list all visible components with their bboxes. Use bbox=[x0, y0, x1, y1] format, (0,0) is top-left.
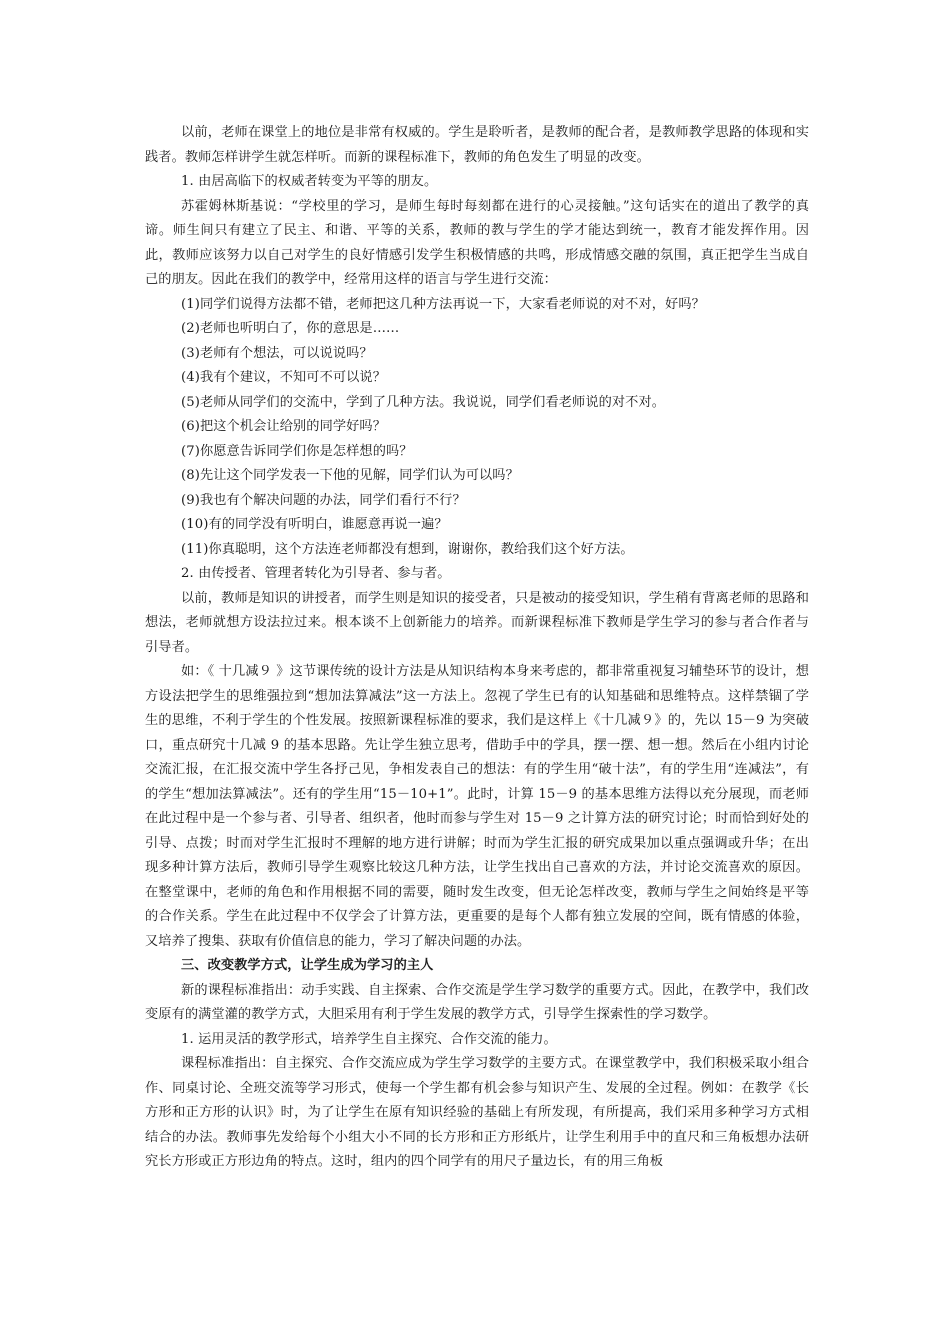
list-item: (9)我也有个解决问题的办法，同学们看行不行？ bbox=[181, 492, 466, 508]
list-item: (4)我有个建议，不知可不可以说？ bbox=[181, 370, 387, 385]
paragraph-rectangle-example: 课程标准指出：自主探究、合作交流应成为学生学习数学的主要方式。在课堂教学中，我们积极采取小组合作、同桌讨论、全班交流等学习形式，使每一个学生都有机会参与知识产生、发展的全过程。例如：在教学《长方形和正方形的认识》时，为了让学生在原有知识经验的基础上有所发现，有所提高，我们采用多种学习方式相结合的办法。教师事先发给每个小组大小不同的长方形和正方形纸片，让学生利用手中的直尺和三角板想办法研究长方形或正方形边角的特点。这时，组内的四个同学有的用尺子量边长，有的用三角板 bbox=[145, 1056, 809, 1169]
paragraph-suhomlinsky-quote: 苏霍姆林斯基说：“学校里的学习，是师生每时每刻都在进行的心灵接触。”这句话实在的道出了教学的真谛。师生间只有建立了民主、和谐、平等的关系，教师的教与学生的学才能达到统一，教育才能发挥作用。因此，教师应该努力以自己对学生的良好情感引发学生积极情感的共鸣，形成情感交融的氛围，真正把学生当成自己的朋友。因此在我们的教学中，经常用这样的语言与学生进行交流： bbox=[145, 198, 809, 287]
list-item: (8)先让这个同学发表一下他的见解，同学们认为可以吗？ bbox=[181, 468, 519, 483]
list-item: (1)同学们说得方法都不错，老师把这几种方法再说一下，大家看老师说的对不对，好吗？ bbox=[181, 296, 705, 312]
list-item: (6)把这个机会让给别的同学好吗？ bbox=[181, 419, 387, 434]
list-item: (10)有的同学没有听明白，谁愿意再说一遍？ bbox=[181, 517, 448, 532]
list-item: (11)你真聪明，这个方法连老师都没有想到，谢谢你，教给我们这个好方法。 bbox=[181, 541, 634, 557]
subheading-equal-friend: 1. 由居高临下的权威者转变为平等的朋友。 bbox=[181, 174, 438, 189]
document-body bbox=[145, 121, 809, 1175]
section-heading: 三、改变教学方式，让学生成为学习的主人 bbox=[181, 958, 434, 973]
list-item: (3)老师有个想法，可以说说吗？ bbox=[181, 345, 373, 361]
paragraph-new-standard: 新的课程标准指出：动手实践、自主探索、合作交流是学生学习数学的重要方式。因此，在教学中，我们改变原有的满堂灌的教学方式，大胆采用有利于学生发展的教学方式，引导学生探索性的学习数学。 bbox=[145, 982, 809, 1022]
subheading-guide-participant: 2. 由传授者、管理者转化为引导者、参与者。 bbox=[181, 566, 451, 581]
paragraph-intro: 以前，老师在课堂上的地位是非常有权威的。学生是聆听者，是教师的配合者，是教师教学思路的体现和实践者。教师怎样讲学生就怎样听。而新的课程标准下，教师的角色发生了明显的改变。 bbox=[145, 125, 809, 165]
list-item: (2)老师也听明白了，你的意思是…… bbox=[181, 321, 400, 336]
list-item: (7)你愿意告诉同学们你是怎样想的吗？ bbox=[181, 443, 413, 459]
list-item: (5)老师从同学们的交流中，学到了几种方法。我说说，同学们看老师说的对不对。 bbox=[181, 394, 666, 410]
paragraph-teacher-role: 以前，教师是知识的讲授者，而学生则是知识的接受者，只是被动的接受知识，学生稍有背离老师的思路和想法，老师就想方设法拉过来。根本谈不上创新能力的培养。而新课程标准下教师是学生学习的参与者合作者与引导者。 bbox=[145, 590, 809, 655]
subheading-flexible-forms: 1. 运用灵活的教学形式，培养学生自主探究、合作交流的能力。 bbox=[181, 1031, 557, 1047]
paragraph-lesson-example: 如：《 十几减９ 》这节课传统的设计方法是从知识结构本身来考虑的，都非常重视复习辅垫环节的设计，想方设法把学生的思维强拉到“想加法算减法”这一方法上。忽视了学生已有的认知基础和思维特点。这样禁锢了学生的思维，不利于学生的个性发展。按照新课程标准的要求，我们是这样上《十几减９》的，先以 15－9 为突破口，重点研究十几减 9 的基本思路。先让学生独立思考，借助手中的学具，摆一摆、想一想。然后在小组内讨论交流汇报，在汇报交流中学生各抒己见，争相发表自己的想法：有的学生用“破十法”，有的学生用“连减法”，有的学生“想加法算减法”。还有的学生用“15－10+1”。此时，计算 15－9 的基本思维方法得以充分展现，而老师在此过程中是一个参与者、引导者、组织者，他时而参与学生对 15－9 之计算方法的研究讨论；时而恰到好处的引导、点拨；时而对学生汇报时不理解的地方进行讲解；时而为学生汇报的研究成果加以重点强调或升华；在出现多种计算方法后，教师引导学生观察比较这几种方法，让学生找出自己喜欢的方法，并讨论交流喜欢的原因。在整堂课中，老师的角色和作用根据不同的需要，随时发生改变，但无论怎样改变，教师与学生之间始终是平等的合作关系。学生在此过程中不仅学会了计算方法，更重要的是每个人都有独立发展的空间，既有情感的体验，又培养了搜集、获取有价值信息的能力，学习了解决问题的办法。 bbox=[145, 664, 809, 949]
